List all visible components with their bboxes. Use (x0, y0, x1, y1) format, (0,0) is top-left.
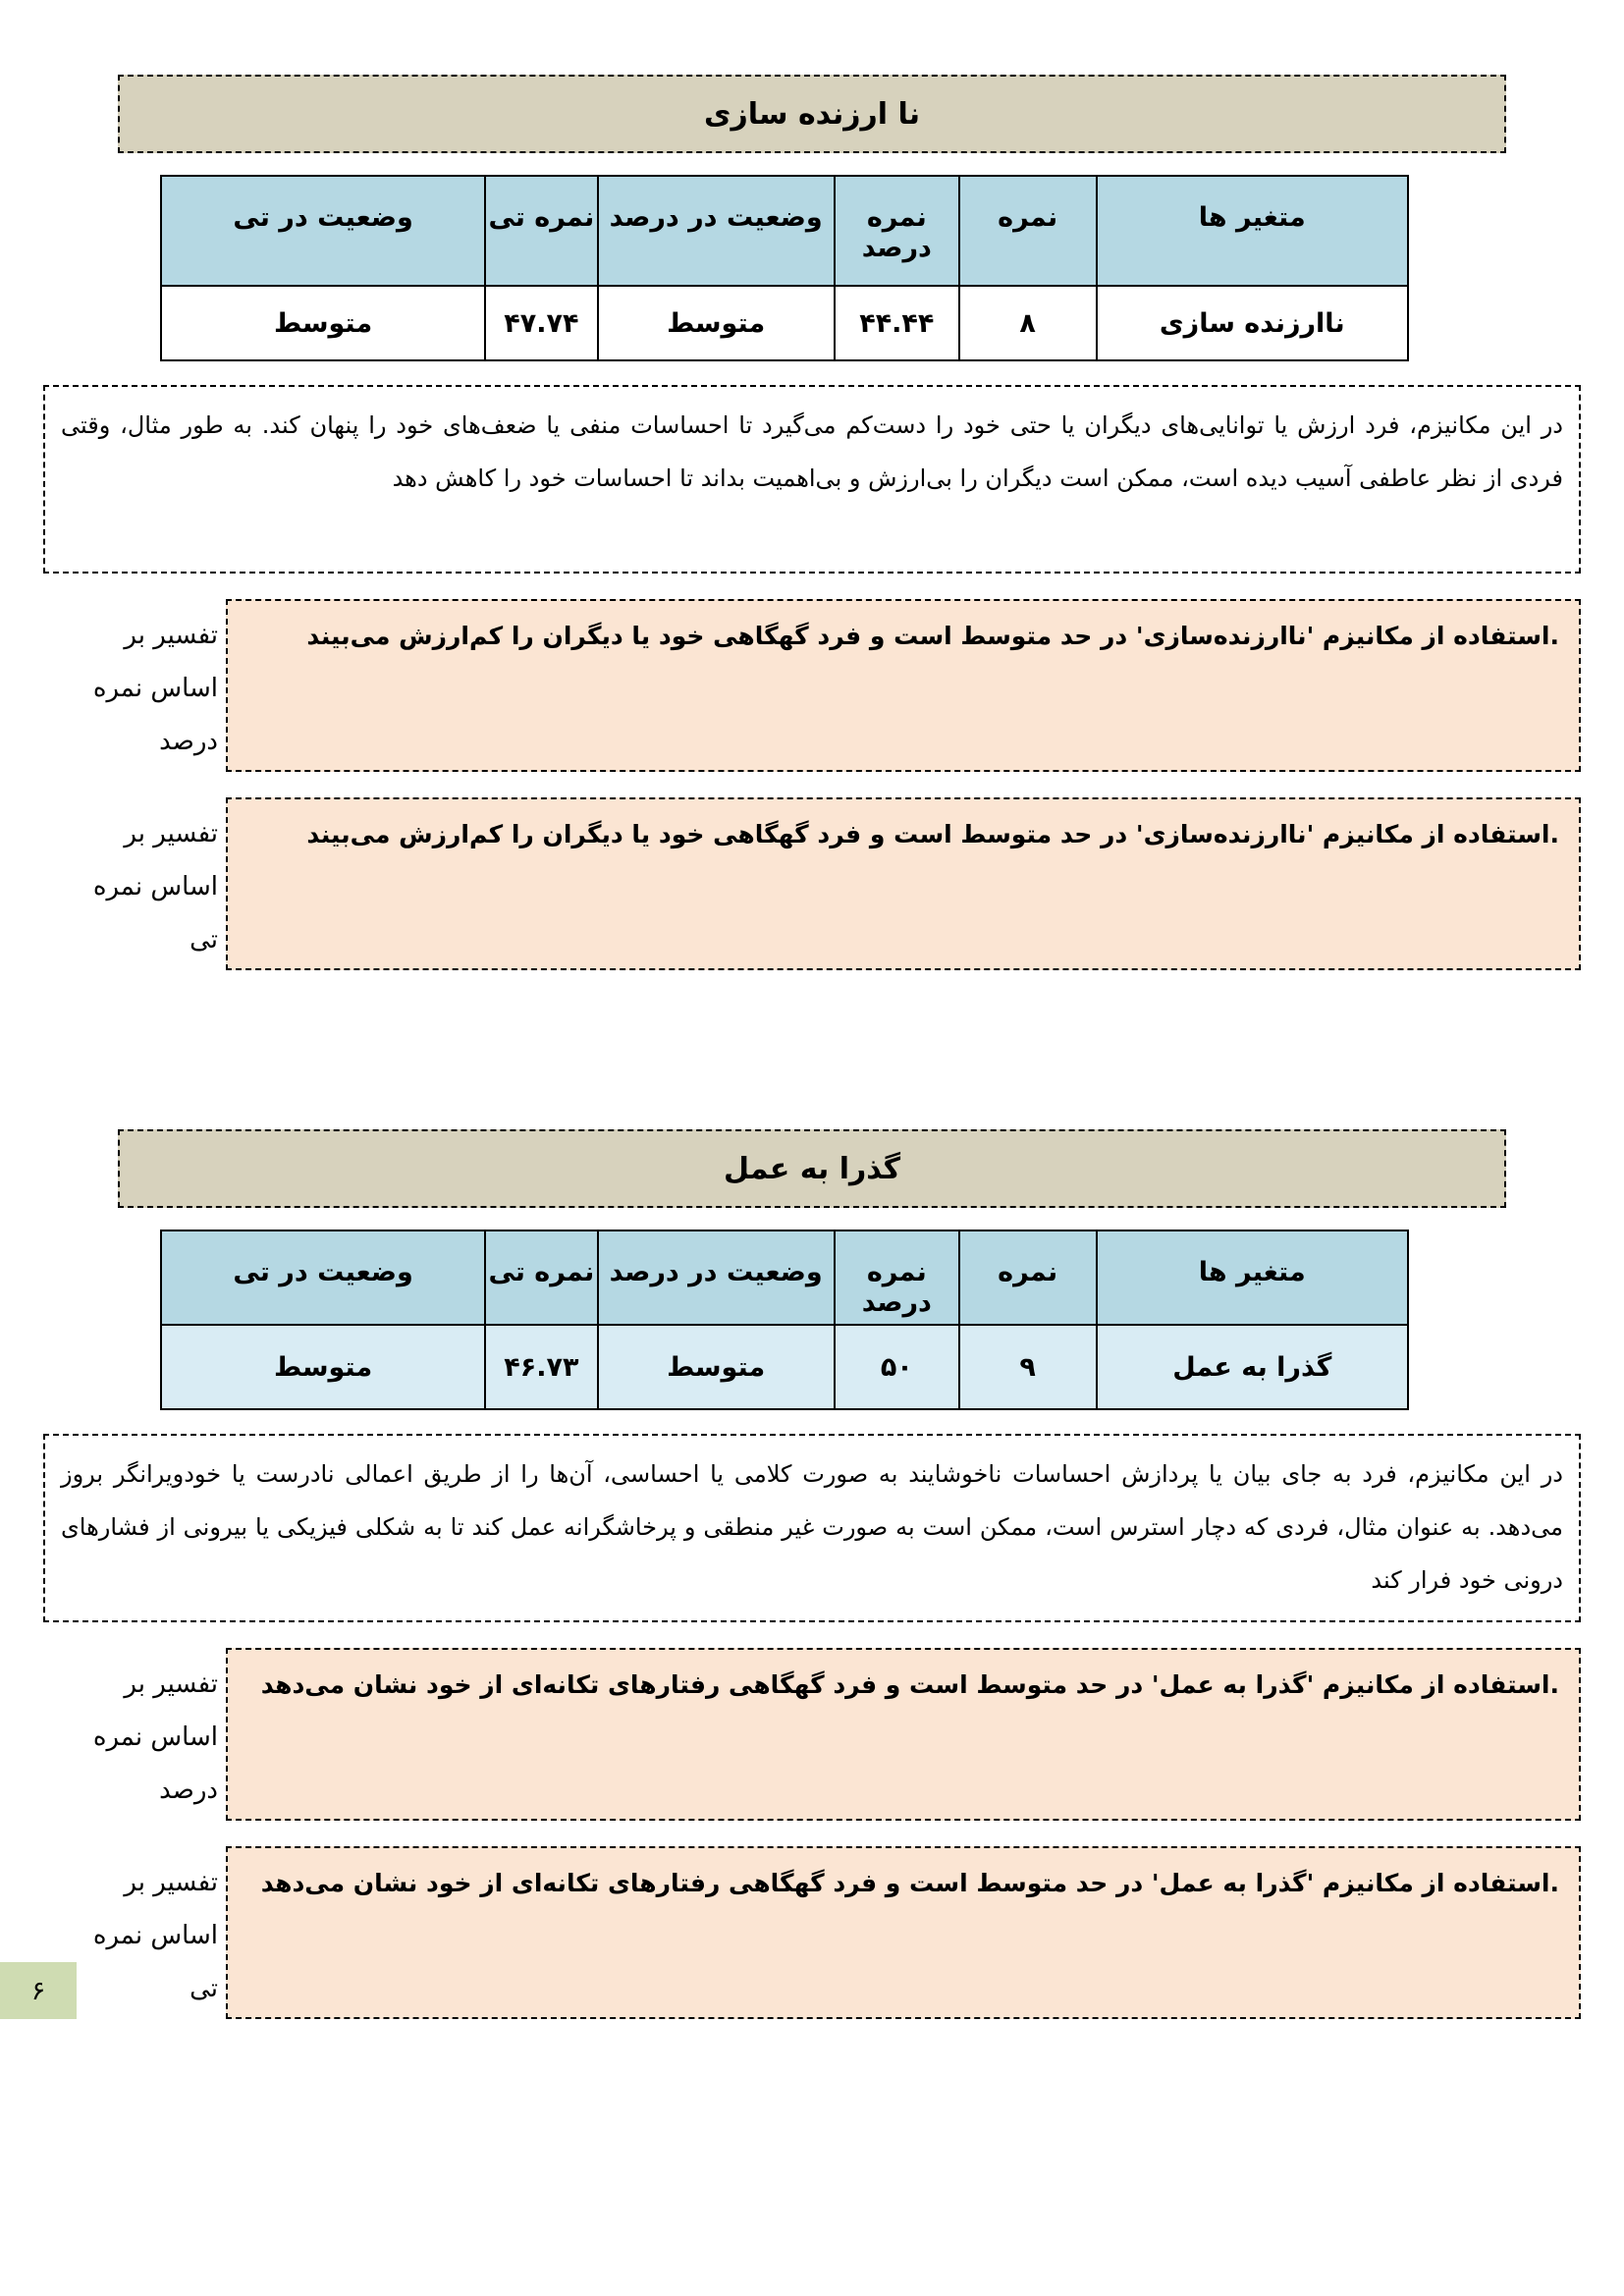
interpretation-label-percent (43, 1648, 226, 1821)
col-header-variables: متغیر ها (1097, 1230, 1409, 1325)
cell-t-score: ۴۷.۷۴ (485, 286, 597, 360)
label-line: اساس نمره (92, 674, 218, 703)
section-title: نا ارزنده سازی (703, 96, 921, 132)
interpretation-text: .استفاده از مکانیزم 'گذرا به عمل' در حد متوسط است و فرد گهگاهی رفتارهای تکانه‌ای از خود نشان می‌دهد (260, 1869, 1559, 1897)
label-line: تی (189, 925, 218, 955)
col-header-score: نمره (959, 1230, 1097, 1325)
interpretation-row-percent-devaluation (43, 599, 1581, 772)
cell-score: ۸ (959, 286, 1097, 360)
cell-t-status: متوسط (161, 286, 485, 360)
interpretation-row-t-devaluation (43, 797, 1581, 970)
cell-percent-score: ۴۴.۴۴ (835, 286, 959, 360)
description-box-devaluation (43, 385, 1581, 574)
score-table-devaluation (160, 175, 1409, 361)
interpretation-label-t (43, 797, 226, 970)
label-line: درصد (159, 727, 218, 756)
cell-percent-score: ۵۰ (835, 1325, 959, 1409)
interpretation-box-percent (226, 1648, 1581, 1821)
report-content (0, 75, 1624, 2019)
interpretation-row-percent-acting-out (43, 1648, 1581, 1821)
interpretation-text: .استفاده از مکانیزم 'ناارزنده‌سازی' در حد متوسط است و فرد گهگاهی خود یا دیگران را کم‌ارزش می‌بیند (306, 622, 1559, 650)
interpretation-box-percent (226, 599, 1581, 772)
cell-t-score: ۴۶.۷۳ (485, 1325, 597, 1409)
interpretation-box-t (226, 797, 1581, 970)
label-line: اساس نمره (92, 872, 218, 902)
page-number-badge (0, 1962, 77, 2019)
interpretation-box-t (226, 1846, 1581, 2019)
col-header-percent-status: وضعیت در درصد (598, 176, 835, 286)
col-header-t-score: نمره تی (485, 1230, 597, 1325)
col-header-t-status: وضعیت در تی (161, 176, 485, 286)
interpretation-row-t-acting-out (43, 1846, 1581, 2019)
description-box-acting-out (43, 1434, 1581, 1622)
col-header-t-status: وضعیت در تی (161, 1230, 485, 1325)
label-line: اساس نمره (92, 1921, 218, 1950)
col-header-t-score: نمره تی (485, 176, 597, 286)
description-text: در این مکانیزم، فرد ارزش یا توانایی‌های دیگران یا حتی خود را دست‌کم می‌گیرد تا احساسات منفی یا ضعف‌های خود را پنهان کند. به طور مثال، وقتی فردی از نظر عاطفی آسیب دیده است، ممکن است دیگران را بی‌ارزش و بی‌اهمیت بداند تا احساسات خود را کاهش دهد (61, 411, 1563, 492)
cell-score: ۹ (959, 1325, 1097, 1409)
cell-variable: گذرا به عمل (1097, 1325, 1409, 1409)
col-header-percent-score: نمره درصد (835, 1230, 959, 1325)
label-line: اساس نمره (92, 1722, 218, 1752)
label-line: تی (189, 1974, 218, 2003)
section-title-bar-devaluation (118, 75, 1506, 153)
description-text: در این مکانیزم، فرد به جای بیان یا پردازش احساسات ناخوشایند به صورت کلامی یا احساسی، آن‌ها را از طریق اعمالی نادرست یا خودویرانگر بروز می‌دهد. به عنوان مثال، فردی که دچار استرس است، ممکن است به صورت غیر منطقی و پرخاشگرانه عمل کند تا به شکلی فیزیکی یا بیرونی از فشارهای درونی خود فرار کند (61, 1460, 1563, 1594)
interpretation-text: .استفاده از مکانیزم 'گذرا به عمل' در حد متوسط است و فرد گهگاهی رفتارهای تکانه‌ای از خود نشان می‌دهد (260, 1670, 1559, 1699)
label-line: تفسیر بر (124, 1669, 218, 1699)
table-row (161, 1325, 1408, 1409)
section-title-bar-acting-out (118, 1129, 1506, 1208)
label-line: تفسیر بر (124, 1868, 218, 1897)
col-header-percent-score: نمره درصد (835, 176, 959, 286)
score-table-acting-out (160, 1230, 1409, 1410)
col-header-score: نمره (959, 176, 1097, 286)
label-line: تفسیر بر (124, 621, 218, 650)
cell-variable: ناارزنده سازی (1097, 286, 1409, 360)
page-number: ۶ (30, 1975, 46, 2006)
interpretation-text: .استفاده از مکانیزم 'ناارزنده‌سازی' در حد متوسط است و فرد گهگاهی خود یا دیگران را کم‌ارزش می‌بیند (306, 820, 1559, 848)
table-header-row (161, 176, 1408, 286)
section-title: گذرا به عمل (723, 1151, 901, 1186)
label-line: تفسیر بر (124, 819, 218, 848)
table-header-row (161, 1230, 1408, 1325)
cell-t-status: متوسط (161, 1325, 485, 1409)
label-line: درصد (159, 1776, 218, 1805)
table-row (161, 286, 1408, 360)
col-header-variables: متغیر ها (1097, 176, 1409, 286)
cell-percent-status: متوسط (598, 286, 835, 360)
cell-percent-status: متوسط (598, 1325, 835, 1409)
col-header-percent-status: وضعیت در درصد (598, 1230, 835, 1325)
interpretation-label-percent (43, 599, 226, 772)
